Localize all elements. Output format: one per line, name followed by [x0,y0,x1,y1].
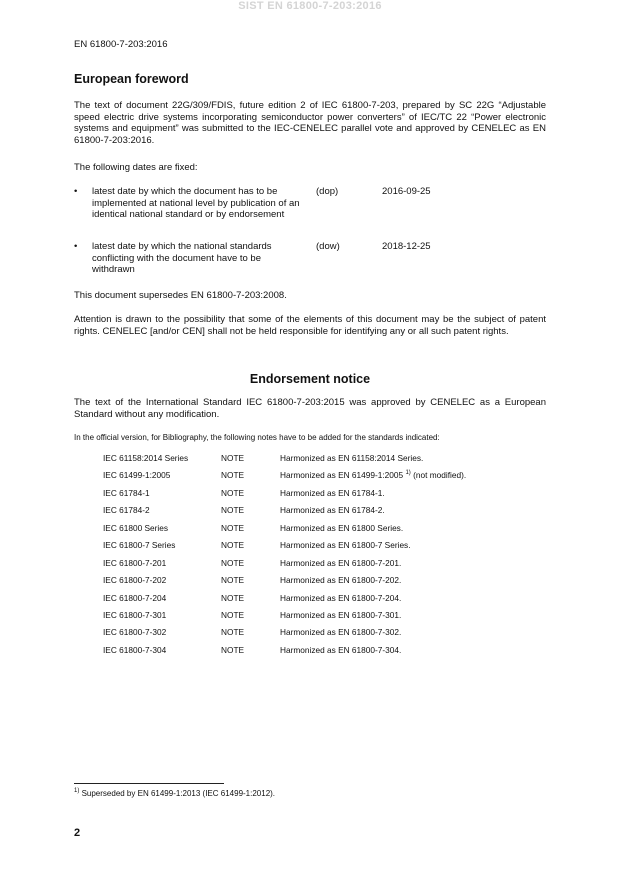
note-label-cell: NOTE [221,453,245,463]
standard-cell: IEC 61800-7-202 [103,575,167,586]
foreword-title: European foreword [74,72,189,86]
page-number: 2 [74,827,81,839]
standard-cell: IEC 61784-1 [103,487,150,498]
bibliography-intro [74,432,546,444]
bullet: • [74,186,78,197]
bibliography-intro-text: In the official version, for Bibliography, the following notes have to be added for the standards indicated: [74,433,440,442]
standard-cell: IEC 61158:2014 Series [103,453,189,463]
note-label-cell: NOTE [221,522,245,533]
standard-cell: IEC 61800-7-204 [103,592,167,603]
patent-text: Attention is drawn to the possibility that some of the elements of this document may be the subject of patent rights. CENELEC [and/or CEN] shall not be held responsible for identifying any or all such patent rights. [74,314,546,337]
document-id-header: EN 61800-7-203:2016 [74,39,168,50]
note-label-cell: NOTE [221,557,245,568]
date-item-abbr: (dow) [316,241,340,252]
note-label-cell: NOTE [221,609,245,620]
date-item-dow [74,241,546,277]
supersedes-paragraph [74,290,546,302]
footnote [74,789,275,798]
harmonized-cell: Harmonized as EN 61800-7-201. [280,557,402,568]
harmonized-cell [280,470,466,480]
note-label-cell: NOTE [221,487,245,498]
dates-intro-text: The following dates are fixed: [74,162,198,173]
standard-cell: IEC 61800-7-301 [103,609,167,620]
standard-cell: IEC 61800-7-304 [103,644,167,655]
harmonized-suffix: (not modified). [410,470,467,481]
standard-cell: IEC 61499-1:2005 [103,470,171,481]
note-label-cell: NOTE [221,505,245,516]
date-item-date: 2018-12-25 [382,241,431,252]
date-item-date: 2016-09-25 [382,186,431,197]
footnote-mark: 1) [74,788,80,794]
footnote-divider [74,783,224,784]
date-item-text: latest date by which the national standards conflicting with the document have to be withdrawn [92,241,272,275]
patent-paragraph [74,314,546,337]
harmonized-cell: Harmonized as EN 61800-7-204. [280,592,402,603]
foreword-text: The text of document 22G/309/FDIS, future edition 2 of IEC 61800-7-203, prepared by SC 22G “Adjustable speed electric drive systems incorporating semiconductor power converters” of IEC/TC 22 “Power electronic systems and equipment” was submitted to the IEC-CENELEC parallel vote and approved by CENELEC as EN 61800-7-203:2016. [74,100,546,146]
footnote-text: Superseded by EN 61499-1:2013 (IEC 61499-1:2012). [79,789,276,798]
standard-cell: IEC 61800 Series [103,522,169,533]
standard-cell: IEC 61784-2 [103,505,150,516]
note-label-cell: NOTE [221,470,245,481]
harmonized-cell: Harmonized as EN 61800-7 Series. [280,540,411,551]
watermark: SIST EN 61800-7-203:2016 [238,0,382,12]
endorsement-paragraph [74,397,546,420]
harmonized-cell: Harmonized as EN 61800-7-202. [280,575,402,586]
date-item-abbr: (dop) [316,186,339,197]
note-label-cell: NOTE [221,644,245,655]
endorsement-text: The text of the International Standard IEC 61800-7-203:2015 was approved by CENELEC as a European Standard without any modification. [74,397,546,420]
foreword-paragraph [74,100,546,146]
harmonized-cell: Harmonized as EN 61800 Series. [280,522,404,533]
standard-cell: IEC 61800-7-302 [103,627,167,638]
bullet: • [74,241,78,252]
endorsement-title: Endorsement notice [249,372,371,386]
harmonized-cell: Harmonized as EN 61800-7-301. [280,609,402,620]
harmonized-text: Harmonized as EN 61499-1:2005 [280,470,404,481]
harmonized-cell: Harmonized as EN 61784-2. [280,505,385,516]
date-item-dop [74,186,546,234]
note-label-cell: NOTE [221,540,245,551]
note-label-cell: NOTE [221,575,245,586]
date-item-text: latest date by which the document has to be implemented at national level by publication of an identical national standard or by endorsement [92,186,300,220]
dates-intro [74,162,546,174]
harmonized-cell: Harmonized as EN 61800-7-304. [280,644,402,655]
harmonized-cell: Harmonized as EN 61784-1. [280,487,385,498]
note-label-cell: NOTE [221,627,245,638]
harmonized-cell: Harmonized as EN 61158:2014 Series. [280,453,424,463]
standard-cell: IEC 61800-7 Series [103,540,176,551]
note-label-cell: NOTE [221,592,245,603]
footnote-reference: 1) [405,470,411,477]
harmonized-cell: Harmonized as EN 61800-7-302. [280,627,402,638]
supersedes-text: This document supersedes EN 61800-7-203:2008. [74,290,287,301]
standard-cell: IEC 61800-7-201 [103,557,167,568]
